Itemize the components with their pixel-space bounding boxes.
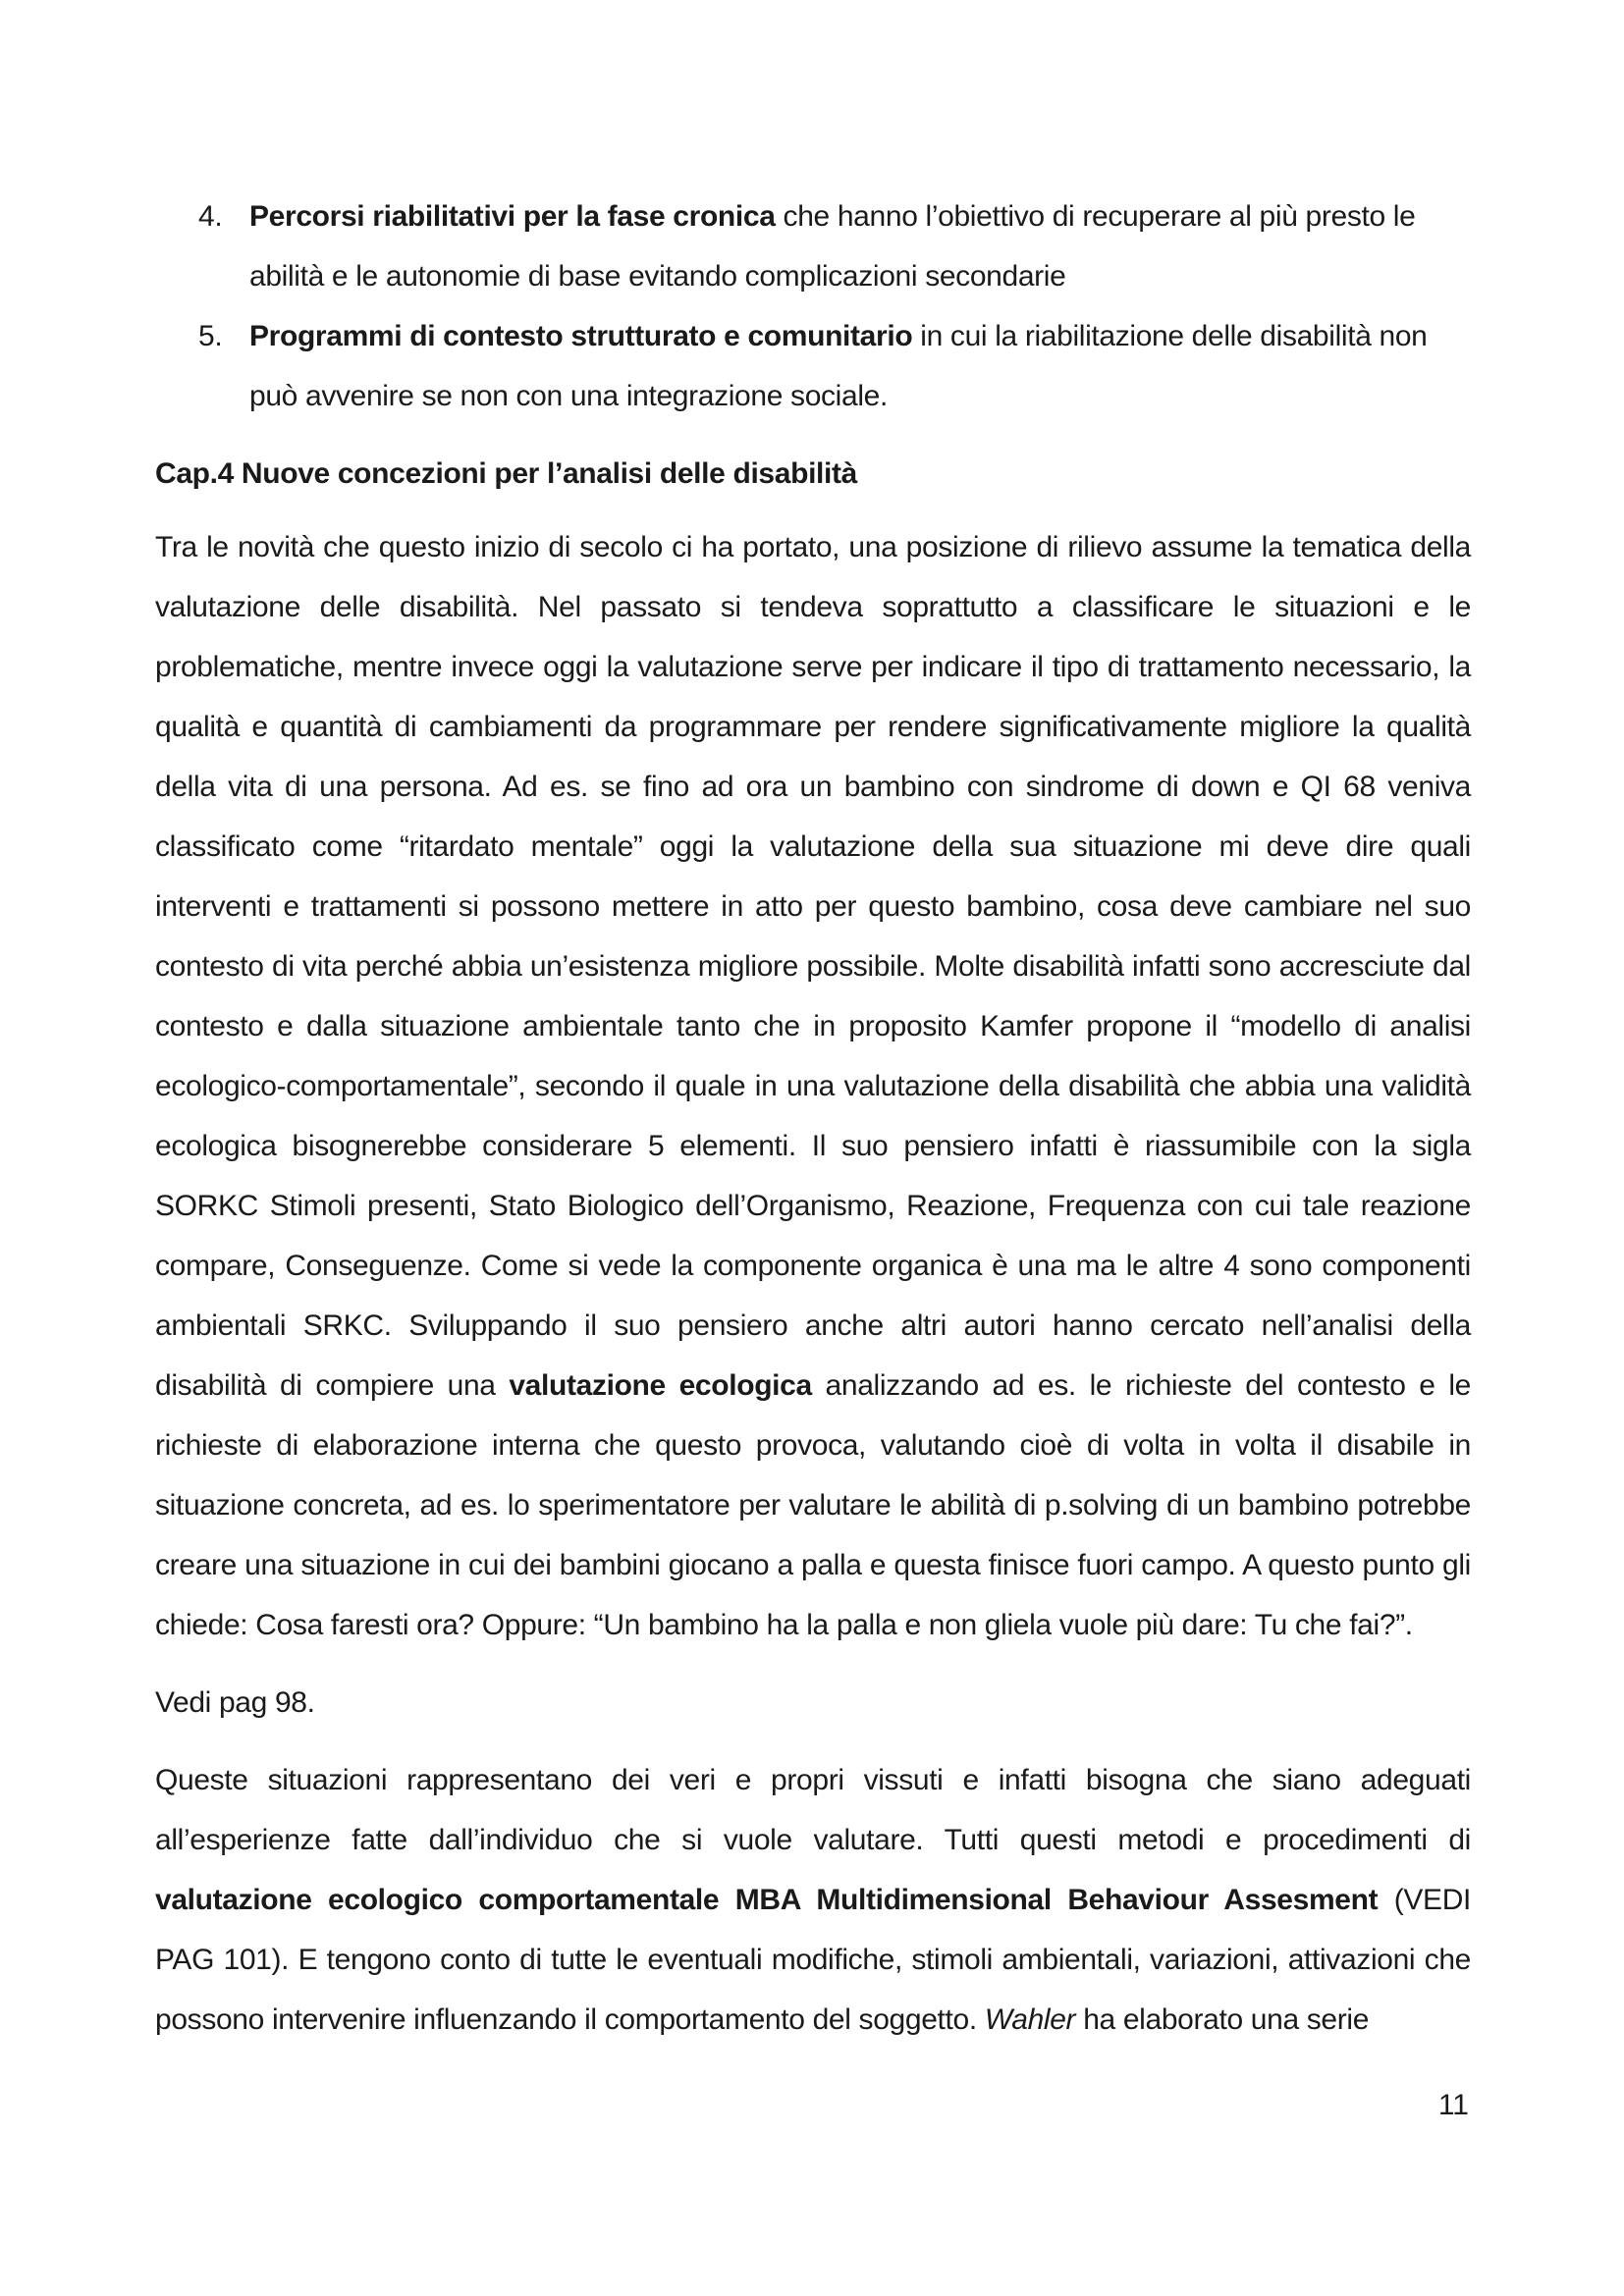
list-number: 5. <box>198 320 223 352</box>
bold-term: valutazione ecologica <box>509 1369 812 1402</box>
italic-author: Wahler <box>984 2003 1076 2036</box>
paragraph-2 <box>155 1750 1471 2050</box>
list-bold-term: Programmi di contesto strutturato e comunitario <box>249 320 913 352</box>
see-page-note: Vedi pag 98. <box>155 1686 315 1719</box>
list-text <box>249 187 1471 306</box>
list-number: 4. <box>198 200 223 233</box>
paragraph-text: Tra le novità che questo inizio di secolo ci ha portato, una posizione di rilievo assume la tematica della valutazione delle disabilità. Nel passato si tendeva soprattutto a classificare le situazioni e le problematiche, mentre invece oggi la valutazione serve per indicare il tipo di trattamento necessario, la qualità e quantità di cambiamenti da programmare per rendere significativamente migliore la qualità della vita di una persona. Ad es. se fino ad ora un bambino con sindrome di down e QI 68 veniva classificato come “ritardato mentale” oggi la valutazione della sua situazione mi deve dire quali interventi e trattamenti si possono mettere in atto per questo bambino, cosa deve cambiare nel suo contesto di vita perché abbia un’esistenza migliore possibile. Molte disabilità infatti sono accresciute dal contesto e dalla situazione ambientale tanto che in proposito Kamfer propone il “modello di analisi ecologico-comportamentale”, secondo il quale in una valutazione della disabilità che abbia una validità ecologica bisognerebbe considerare 5 elementi. Il suo pensiero infatti è riassumibile con la sigla SORKC Stimoli presenti, Stato Biologico dell’Organismo, Reazione, Frequenza con cui tale reazione compare, Conseguenze. Come si vede la componente organica è una ma le altre 4 sono componenti ambientali SRKC. Sviluppando il suo pensiero anche altri autori hanno cercato nell’analisi della disabilità di compiere una <box>155 531 1471 1402</box>
list-text <box>249 306 1471 426</box>
list-body: in cui la riabilitazione delle disabilità non può avvenire se non con una integrazione sociale. <box>249 320 1428 412</box>
paragraph-text: Queste situazioni rappresentano dei veri e propri vissuti e infatti bisogna che siano adeguati all’esperienze fatte dall’individuo che si vuole valutare. Tutti questi metodi e procedimenti di <box>155 1764 1471 1856</box>
list-bold-term: Percorsi riabilitativi per la fase cronica <box>249 200 776 233</box>
paragraph-text: (VEDI PAG 101). E tengono conto di tutte le eventuali modifiche, stimoli ambientali, variazioni, attivazioni che possono intervenire influenzando il comportamento del soggetto. <box>155 1884 1471 2036</box>
paragraph-1 <box>155 517 1471 1655</box>
chapter-heading: Cap.4 Nuove concezioni per l’analisi delle disabilità <box>155 457 858 490</box>
list-body: che hanno l’obiettivo di recuperare al più presto le abilità e le autonomie di base evitando complicazioni secondarie <box>249 200 1416 293</box>
list-item <box>155 306 1471 426</box>
page-number: 11 <box>1437 2089 1469 2121</box>
bold-term: valutazione ecologico comportamentale MBA Multidimensional Behaviour Assesment <box>155 1884 1379 1916</box>
list-item <box>155 187 1471 306</box>
paragraph-text: analizzando ad es. le richieste del contesto e le richieste di elaborazione interna che questo provoca, valutando cioè di volta in volta il disabile in situazione concreta, ad es. lo sperimentatore per valutare le abilità di p.solving di un bambino potrebbe creare una situazione in cui dei bambini giocano a palla e questa finisce fuori campo. A questo punto gli chiede: Cosa faresti ora? Oppure: “Un bambino ha la palla e non gliela vuole più dare: Tu che fai?”. <box>155 1369 1471 1641</box>
document-page <box>155 187 1471 2050</box>
paragraph-text: ha elaborato una serie <box>1075 2003 1370 2036</box>
